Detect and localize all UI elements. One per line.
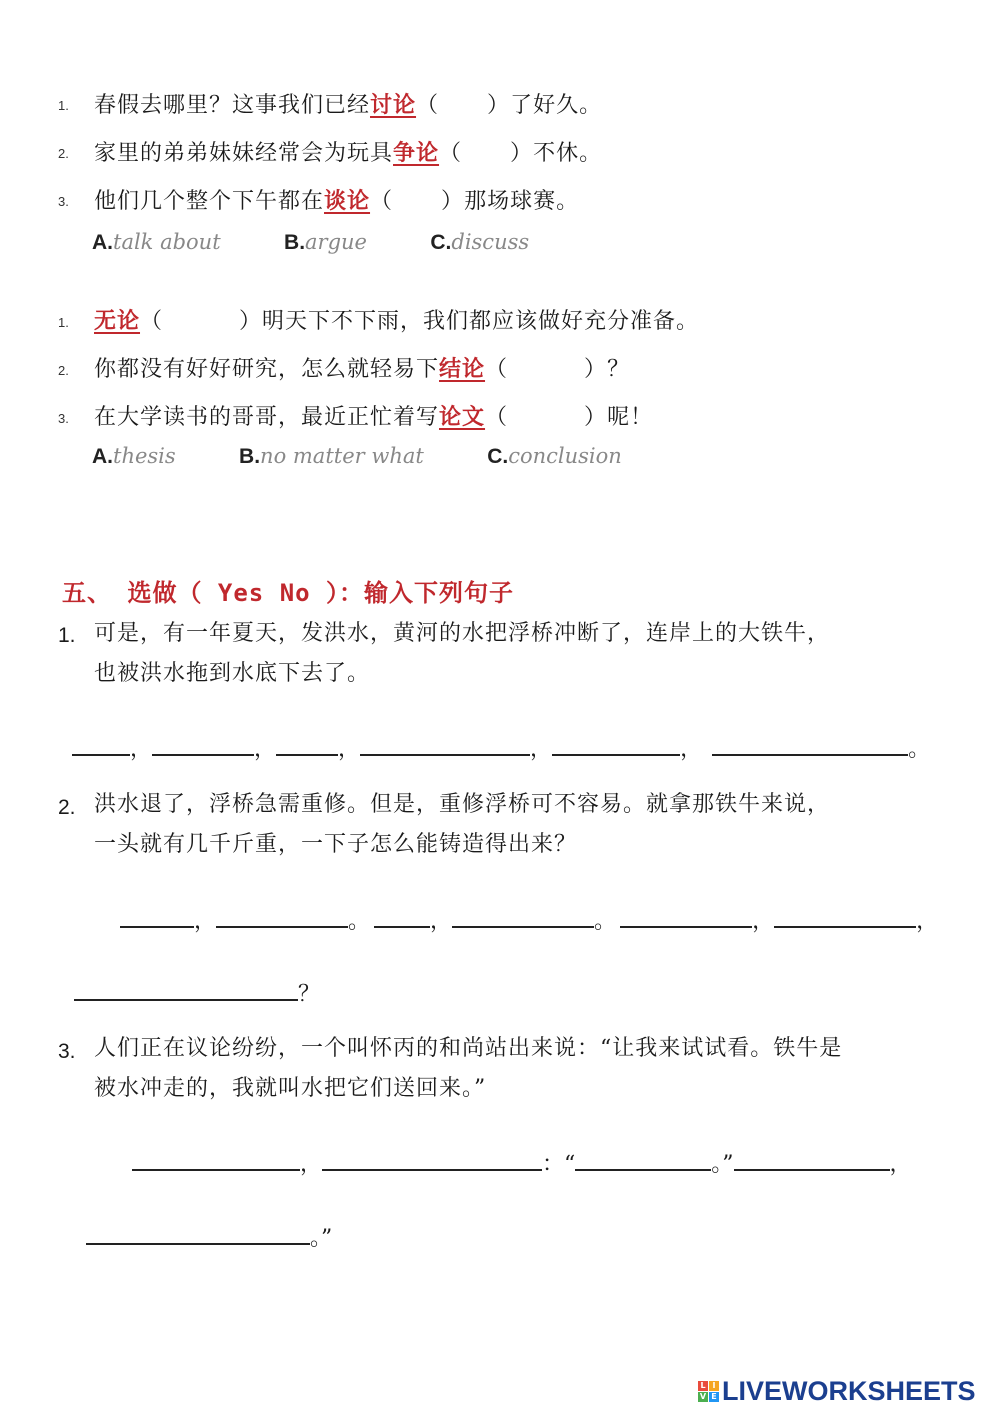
question-line: 被水冲走的，我就叫水把它们送回来。” — [94, 1076, 487, 1101]
sentence-text: ？ — [607, 357, 631, 382]
open-paren: （ — [485, 357, 509, 382]
sentence — [94, 88, 602, 119]
keyword: 结论 — [439, 356, 486, 382]
open-paren: （ — [439, 141, 463, 166]
open-paren: （ — [140, 309, 164, 334]
answer-blank[interactable] — [620, 904, 752, 928]
answer-blank[interactable] — [132, 1147, 300, 1171]
close-paren: ） — [487, 93, 511, 118]
sentence-text: 明天下不下雨，我们都应该做好充分准备。 — [262, 309, 700, 334]
answer-blank[interactable] — [216, 904, 348, 928]
sentence-text: 那场球赛。 — [464, 189, 580, 214]
question-number: 2. — [58, 796, 76, 819]
answer-blank[interactable] — [734, 1147, 890, 1171]
close-paren: ） — [510, 141, 534, 166]
sentence-text: 呢！ — [607, 405, 654, 430]
sentence — [94, 136, 602, 167]
sentence-text: 了好久。 — [510, 93, 603, 118]
option-b: B.argue — [284, 230, 367, 254]
keyword: 讨论 — [370, 92, 417, 118]
open-paren: （ — [416, 93, 440, 118]
sentence-text: 家里的弟弟妹妹经常会为玩具 — [94, 141, 394, 166]
keyword: 论文 — [439, 404, 486, 430]
open-paren: （ — [485, 405, 509, 430]
logo-icon: L I V E — [698, 1381, 720, 1403]
sentence — [94, 352, 630, 383]
answer-blank[interactable] — [74, 977, 298, 1001]
close-paren: ） — [239, 309, 263, 334]
answer-blank[interactable] — [86, 1221, 310, 1245]
close-paren: ） — [441, 189, 465, 214]
keyword: 谈论 — [324, 188, 371, 214]
keyword: 无论 — [94, 308, 141, 334]
answer-row: 。” — [86, 1221, 332, 1252]
item-number: 1. — [58, 98, 69, 113]
question-number: 3. — [58, 1040, 76, 1063]
answer-blank[interactable] — [152, 732, 254, 756]
answer-row: ， ：“ 。” ， — [132, 1147, 912, 1178]
item-number: 1. — [58, 315, 69, 330]
option-list — [92, 444, 622, 469]
answer-blank[interactable] — [575, 1147, 711, 1171]
answer-blank[interactable] — [552, 732, 680, 756]
sentence-text: 你都没有好好研究，怎么就轻易下 — [94, 357, 440, 382]
question-number: 1. — [58, 624, 76, 647]
option-c: C.discuss — [430, 230, 530, 254]
answer-blank[interactable] — [322, 1147, 542, 1171]
item-number: 2. — [58, 146, 69, 161]
answer-blank[interactable] — [72, 732, 130, 756]
sentence — [94, 304, 699, 335]
section-title: 五、 选做（ Yes No ）：输入下列句子 — [62, 579, 515, 607]
option-a: A.talk about — [92, 230, 221, 254]
sentence — [94, 400, 653, 431]
question-line: 洪水退了，浮桥急需重修。但是，重修浮桥可不容易。就拿那铁牛来说， — [94, 792, 831, 817]
option-a: A.thesis — [92, 444, 176, 468]
answer-blank[interactable] — [374, 904, 430, 928]
answer-blank[interactable] — [120, 904, 194, 928]
sentence — [94, 184, 579, 215]
sentence-text: 他们几个整个下午都在 — [94, 189, 325, 214]
item-number: 3. — [58, 411, 69, 426]
option-list — [92, 230, 529, 255]
question-line: 也被洪水拖到水底下去了。 — [94, 661, 371, 686]
answer-row: ， ， ， ， ， 。 — [72, 732, 930, 763]
answer-blank[interactable] — [712, 732, 908, 756]
item-number: 2. — [58, 363, 69, 378]
answer-blank[interactable] — [360, 732, 530, 756]
close-paren: ） — [584, 357, 608, 382]
answer-row: ， 。 ， 。 ， ， — [120, 904, 938, 935]
answer-blank[interactable] — [452, 904, 594, 928]
close-paren: ） — [584, 405, 608, 430]
liveworksheets-logo — [698, 1376, 976, 1407]
option-b: B.no matter what — [239, 444, 424, 468]
option-c: C.conclusion — [487, 444, 622, 468]
sentence-text: 春假去哪里？这事我们已经 — [94, 93, 371, 118]
item-number: 3. — [58, 194, 69, 209]
answer-blank[interactable] — [774, 904, 916, 928]
question-line: 人们正在议论纷纷，一个叫怀丙的和尚站出来说：“让我来试试看。铁牛是 — [94, 1036, 843, 1061]
question-line: 一头就有几千斤重，一下子怎么能铸造得出来？ — [94, 832, 578, 857]
answer-row: ？ — [74, 977, 320, 1008]
keyword: 争论 — [393, 140, 440, 166]
question-line: 可是，有一年夏天，发洪水，黄河的水把浮桥冲断了，连岸上的大铁牛， — [94, 621, 831, 646]
open-paren: （ — [370, 189, 394, 214]
sentence-text: 不休。 — [533, 141, 603, 166]
logo-text: LIVEWORKSHEETS — [722, 1376, 976, 1406]
answer-blank[interactable] — [276, 732, 338, 756]
sentence-text: 在大学读书的哥哥，最近正忙着写 — [94, 405, 440, 430]
